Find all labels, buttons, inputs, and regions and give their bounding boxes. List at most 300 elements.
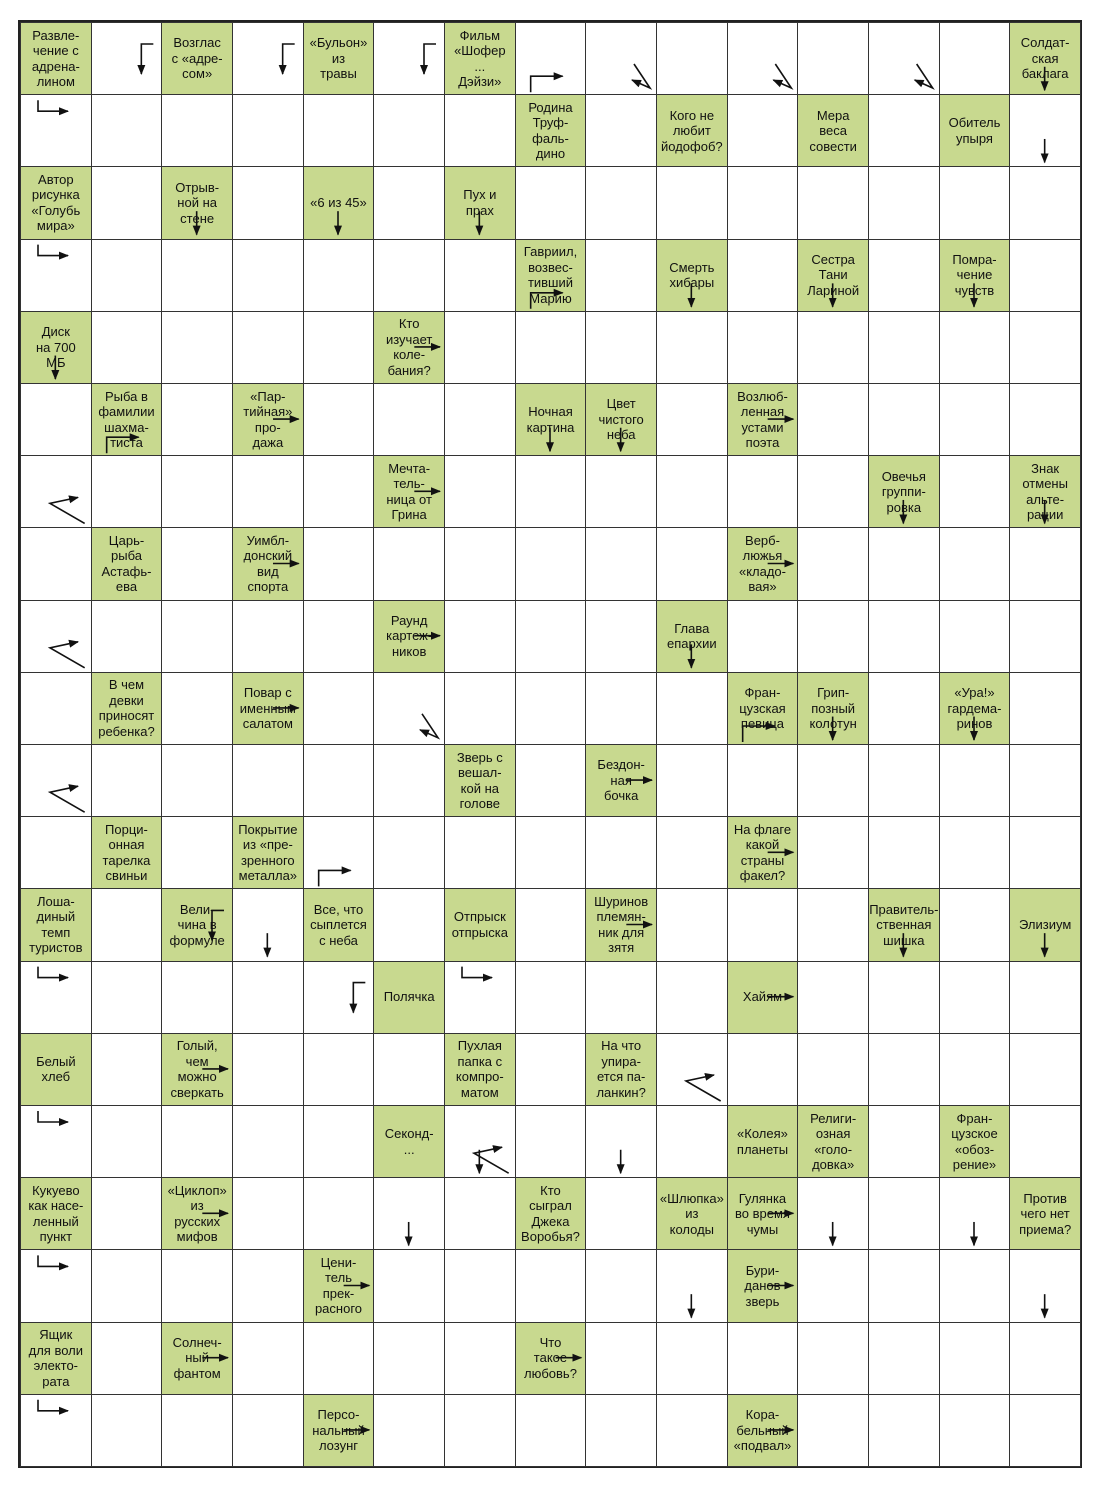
- answer-cell[interactable]: [20, 816, 92, 889]
- answer-cell[interactable]: [515, 1033, 587, 1106]
- answer-cell[interactable]: [303, 1177, 375, 1250]
- answer-cell[interactable]: [161, 311, 233, 384]
- answer-cell[interactable]: [1009, 311, 1081, 384]
- answer-cell[interactable]: [444, 816, 516, 889]
- answer-cell[interactable]: [161, 455, 233, 528]
- answer-cell[interactable]: [373, 1177, 445, 1250]
- answer-cell[interactable]: [797, 22, 869, 95]
- answer-cell[interactable]: [1009, 1249, 1081, 1322]
- clue-cell: [797, 239, 869, 312]
- answer-cell[interactable]: [20, 1249, 92, 1322]
- answer-cell[interactable]: [232, 1033, 304, 1106]
- answer-cell[interactable]: [303, 600, 375, 673]
- answer-cell[interactable]: [161, 383, 233, 456]
- answer-cell[interactable]: [232, 94, 304, 167]
- clue-text: «Пар- тийная» про- дажа: [243, 388, 293, 451]
- answer-cell[interactable]: [232, 744, 304, 817]
- answer-cell[interactable]: [20, 672, 92, 745]
- answer-cell[interactable]: [91, 1105, 163, 1178]
- answer-cell[interactable]: [939, 22, 1011, 95]
- answer-cell[interactable]: [161, 1105, 233, 1178]
- answer-cell[interactable]: [303, 961, 375, 1034]
- answer-cell[interactable]: [656, 1033, 728, 1106]
- answer-cell[interactable]: [797, 1177, 869, 1250]
- answer-cell[interactable]: [797, 1033, 869, 1106]
- answer-cell[interactable]: [727, 455, 799, 528]
- answer-cell[interactable]: [303, 527, 375, 600]
- answer-cell[interactable]: [656, 888, 728, 961]
- clue-text: Автор рисунка «Голубь мира»: [31, 171, 81, 234]
- answer-cell[interactable]: [585, 816, 657, 889]
- answer-cell[interactable]: [868, 311, 940, 384]
- answer-cell[interactable]: [1009, 1394, 1081, 1467]
- answer-cell[interactable]: [939, 311, 1011, 384]
- answer-cell[interactable]: [91, 600, 163, 673]
- answer-cell[interactable]: [1009, 1033, 1081, 1106]
- answer-cell[interactable]: [1009, 672, 1081, 745]
- answer-cell[interactable]: [20, 527, 92, 600]
- answer-cell[interactable]: [161, 239, 233, 312]
- answer-cell[interactable]: [232, 1177, 304, 1250]
- answer-cell[interactable]: [373, 22, 445, 95]
- answer-cell[interactable]: [656, 1249, 728, 1322]
- answer-cell[interactable]: [939, 1177, 1011, 1250]
- answer-cell[interactable]: [727, 1033, 799, 1106]
- clue-text: Фран- цузская певица: [739, 685, 786, 732]
- answer-cell[interactable]: [373, 166, 445, 239]
- clue-cell: [20, 166, 92, 239]
- answer-cell[interactable]: [444, 1322, 516, 1395]
- answer-cell[interactable]: [373, 1033, 445, 1106]
- answer-cell[interactable]: [515, 816, 587, 889]
- clue-text: Белый хлеб: [36, 1053, 76, 1085]
- answer-cell[interactable]: [656, 22, 728, 95]
- answer-cell[interactable]: [373, 383, 445, 456]
- answer-cell[interactable]: [1009, 1322, 1081, 1395]
- answer-cell[interactable]: [91, 1249, 163, 1322]
- answer-cell[interactable]: [303, 94, 375, 167]
- clue-text: Цени- тель прек- расного: [314, 1254, 363, 1317]
- answer-cell[interactable]: [232, 1394, 304, 1467]
- clue-cell: [444, 166, 516, 239]
- clue-text: Шуринов племян- ник для зятя: [594, 893, 649, 956]
- answer-cell[interactable]: [373, 816, 445, 889]
- answer-cell[interactable]: [444, 311, 516, 384]
- answer-cell[interactable]: [868, 1177, 940, 1250]
- answer-cell[interactable]: [515, 744, 587, 817]
- clue-text: Покрытие из «пре- зренного металла»: [238, 821, 298, 884]
- answer-cell[interactable]: [585, 600, 657, 673]
- clue-text: Мера веса совести: [809, 107, 857, 154]
- clue-text: Отрыв- ной на стене: [175, 179, 220, 226]
- answer-cell[interactable]: [868, 94, 940, 167]
- answer-cell[interactable]: [939, 744, 1011, 817]
- answer-cell[interactable]: [939, 1322, 1011, 1395]
- clue-text: Фильм «Шофер ... Дэйзи»: [454, 27, 506, 90]
- clue-cell: [161, 1177, 233, 1250]
- clue-cell: [656, 600, 728, 673]
- answer-cell[interactable]: [797, 600, 869, 673]
- answer-cell[interactable]: [939, 888, 1011, 961]
- answer-cell[interactable]: [939, 166, 1011, 239]
- answer-cell[interactable]: [797, 1394, 869, 1467]
- answer-cell[interactable]: [91, 1033, 163, 1106]
- answer-cell[interactable]: [373, 1249, 445, 1322]
- clue-text: Бездон- ная бочка: [597, 757, 645, 804]
- answer-cell[interactable]: [585, 1105, 657, 1178]
- answer-cell[interactable]: [515, 888, 587, 961]
- clue-text: Обитель упыря: [948, 115, 1001, 146]
- answer-cell[interactable]: [1009, 1105, 1081, 1178]
- answer-cell[interactable]: [656, 311, 728, 384]
- clue-cell: [20, 1322, 92, 1395]
- answer-cell[interactable]: [444, 672, 516, 745]
- answer-cell[interactable]: [303, 816, 375, 889]
- answer-cell[interactable]: [303, 455, 375, 528]
- answer-cell[interactable]: [303, 1322, 375, 1395]
- answer-cell[interactable]: [585, 455, 657, 528]
- clue-text: Ночная картина: [526, 404, 575, 435]
- answer-cell[interactable]: [91, 961, 163, 1034]
- answer-cell[interactable]: [161, 744, 233, 817]
- answer-cell[interactable]: [585, 1249, 657, 1322]
- answer-cell[interactable]: [161, 1394, 233, 1467]
- answer-cell[interactable]: [20, 1394, 92, 1467]
- clue-cell: [939, 239, 1011, 312]
- clue-cell: [373, 961, 445, 1034]
- answer-cell[interactable]: [585, 22, 657, 95]
- clue-cell: [373, 600, 445, 673]
- answer-cell[interactable]: [515, 22, 587, 95]
- answer-cell[interactable]: [444, 961, 516, 1034]
- clue-cell: [585, 1033, 657, 1106]
- answer-cell[interactable]: [868, 1105, 940, 1178]
- answer-cell[interactable]: [444, 1105, 516, 1178]
- answer-cell[interactable]: [939, 527, 1011, 600]
- clue-cell: [797, 94, 869, 167]
- answer-cell[interactable]: [91, 888, 163, 961]
- answer-cell[interactable]: [444, 600, 516, 673]
- answer-cell[interactable]: [232, 1249, 304, 1322]
- clue-text: «Колея» планеты: [736, 1126, 789, 1157]
- clue-cell: [515, 1322, 587, 1395]
- answer-cell[interactable]: [161, 94, 233, 167]
- answer-cell[interactable]: [91, 455, 163, 528]
- clue-text: Кто сыграл Джека Воробья?: [521, 1182, 580, 1245]
- answer-cell[interactable]: [91, 239, 163, 312]
- answer-cell[interactable]: [232, 1105, 304, 1178]
- answer-cell[interactable]: [303, 383, 375, 456]
- answer-cell[interactable]: [515, 1249, 587, 1322]
- answer-cell[interactable]: [868, 1322, 940, 1395]
- answer-cell[interactable]: [656, 455, 728, 528]
- answer-cell[interactable]: [939, 455, 1011, 528]
- clue-cell: [727, 672, 799, 745]
- answer-cell[interactable]: [1009, 166, 1081, 239]
- answer-cell[interactable]: [797, 1249, 869, 1322]
- answer-cell[interactable]: [515, 1105, 587, 1178]
- answer-cell[interactable]: [20, 961, 92, 1034]
- answer-cell[interactable]: [797, 1322, 869, 1395]
- answer-cell[interactable]: [656, 1105, 728, 1178]
- clue-cell: [20, 22, 92, 95]
- answer-cell[interactable]: [91, 1322, 163, 1395]
- answer-cell[interactable]: [303, 744, 375, 817]
- answer-cell[interactable]: [303, 1105, 375, 1178]
- clue-text: «Бульон» из травы: [309, 35, 368, 82]
- clue-cell: [20, 1033, 92, 1106]
- answer-cell[interactable]: [656, 383, 728, 456]
- answer-cell[interactable]: [303, 239, 375, 312]
- answer-cell[interactable]: [868, 166, 940, 239]
- answer-cell[interactable]: [656, 961, 728, 1034]
- clue-text: «6 из 45»: [310, 195, 367, 211]
- answer-cell[interactable]: [656, 672, 728, 745]
- answer-cell[interactable]: [868, 527, 940, 600]
- answer-cell[interactable]: [797, 961, 869, 1034]
- answer-cell[interactable]: [939, 1394, 1011, 1467]
- clue-cell: [161, 888, 233, 961]
- crossword-board: [18, 20, 1082, 1468]
- answer-cell[interactable]: [20, 94, 92, 167]
- answer-cell[interactable]: [868, 672, 940, 745]
- clue-text: Помра- чение чувств: [952, 251, 997, 298]
- answer-cell[interactable]: [797, 166, 869, 239]
- clue-cell: [727, 1105, 799, 1178]
- answer-cell[interactable]: [1009, 527, 1081, 600]
- clue-cell: [303, 22, 375, 95]
- clue-cell: [656, 94, 728, 167]
- answer-cell[interactable]: [939, 1033, 1011, 1106]
- answer-cell[interactable]: [444, 94, 516, 167]
- answer-cell[interactable]: [727, 744, 799, 817]
- answer-cell[interactable]: [515, 527, 587, 600]
- answer-cell[interactable]: [373, 1322, 445, 1395]
- answer-cell[interactable]: [515, 455, 587, 528]
- answer-cell[interactable]: [868, 1249, 940, 1322]
- clue-text: Рыба в фамилии шахма- тиста: [98, 388, 155, 451]
- clue-text: Религи- озная «голо- довка»: [810, 1110, 857, 1173]
- clue-cell: [939, 672, 1011, 745]
- answer-cell[interactable]: [868, 816, 940, 889]
- answer-cell[interactable]: [656, 166, 728, 239]
- answer-cell[interactable]: [232, 22, 304, 95]
- answer-cell[interactable]: [515, 961, 587, 1034]
- answer-cell[interactable]: [939, 383, 1011, 456]
- clue-cell: [1009, 22, 1081, 95]
- answer-cell[interactable]: [656, 744, 728, 817]
- answer-cell[interactable]: [444, 527, 516, 600]
- answer-cell[interactable]: [20, 600, 92, 673]
- answer-cell[interactable]: [232, 1322, 304, 1395]
- answer-cell[interactable]: [232, 888, 304, 961]
- clue-cell: [20, 1177, 92, 1250]
- answer-cell[interactable]: [161, 672, 233, 745]
- clue-cell: [303, 1394, 375, 1467]
- answer-cell[interactable]: [727, 311, 799, 384]
- answer-cell[interactable]: [1009, 383, 1081, 456]
- clue-text: Мечта- тель- ница от Грина: [386, 460, 432, 523]
- answer-cell[interactable]: [515, 311, 587, 384]
- answer-cell[interactable]: [585, 1177, 657, 1250]
- answer-cell[interactable]: [939, 1249, 1011, 1322]
- answer-cell[interactable]: [232, 166, 304, 239]
- answer-cell[interactable]: [232, 311, 304, 384]
- clue-cell: [303, 888, 375, 961]
- answer-cell[interactable]: [232, 961, 304, 1034]
- answer-cell[interactable]: [515, 672, 587, 745]
- clue-text: Персо- нальный лозунг: [312, 1407, 365, 1454]
- answer-cell[interactable]: [727, 1322, 799, 1395]
- clue-cell: [444, 744, 516, 817]
- answer-cell[interactable]: [868, 1394, 940, 1467]
- clue-text: Отпрыск отпрыска: [451, 909, 508, 940]
- clue-cell: [797, 1105, 869, 1178]
- answer-cell[interactable]: [444, 1394, 516, 1467]
- answer-cell[interactable]: [656, 1394, 728, 1467]
- answer-cell[interactable]: [373, 744, 445, 817]
- clue-text: Гулянка во время чумы: [735, 1190, 790, 1237]
- clue-cell: [373, 455, 445, 528]
- answer-cell[interactable]: [444, 383, 516, 456]
- clue-cell: [1009, 888, 1081, 961]
- answer-cell[interactable]: [20, 455, 92, 528]
- clue-cell: [1009, 455, 1081, 528]
- answer-cell[interactable]: [91, 1177, 163, 1250]
- answer-cell[interactable]: [868, 22, 940, 95]
- answer-cell[interactable]: [373, 239, 445, 312]
- answer-cell[interactable]: [868, 1033, 940, 1106]
- clue-text: «Ура!» гардема- ринов: [947, 685, 1002, 732]
- answer-cell[interactable]: [1009, 239, 1081, 312]
- clue-cell: [515, 239, 587, 312]
- answer-cell[interactable]: [232, 455, 304, 528]
- answer-cell[interactable]: [1009, 961, 1081, 1034]
- answer-cell[interactable]: [585, 94, 657, 167]
- answer-cell[interactable]: [515, 600, 587, 673]
- answer-cell[interactable]: [373, 888, 445, 961]
- clue-text: Голый, чем можно сверкать: [170, 1038, 224, 1100]
- clue-text: Ящик для воли электо- рата: [28, 1327, 84, 1389]
- answer-cell[interactable]: [20, 239, 92, 312]
- answer-cell[interactable]: [656, 816, 728, 889]
- answer-cell[interactable]: [868, 961, 940, 1034]
- answer-cell[interactable]: [91, 1394, 163, 1467]
- answer-cell[interactable]: [868, 744, 940, 817]
- answer-cell[interactable]: [727, 22, 799, 95]
- answer-cell[interactable]: [161, 816, 233, 889]
- answer-cell[interactable]: [656, 527, 728, 600]
- clue-cell: [727, 1177, 799, 1250]
- answer-cell[interactable]: [797, 455, 869, 528]
- answer-cell[interactable]: [373, 1394, 445, 1467]
- answer-cell[interactable]: [939, 961, 1011, 1034]
- answer-cell[interactable]: [585, 239, 657, 312]
- answer-cell[interactable]: [373, 94, 445, 167]
- answer-cell[interactable]: [1009, 600, 1081, 673]
- answer-cell[interactable]: [656, 1322, 728, 1395]
- clue-text: Родина Труф- фаль- дино: [528, 99, 573, 162]
- answer-cell[interactable]: [91, 311, 163, 384]
- clue-cell: [444, 22, 516, 95]
- answer-cell[interactable]: [91, 744, 163, 817]
- answer-cell[interactable]: [373, 527, 445, 600]
- answer-cell[interactable]: [20, 744, 92, 817]
- answer-cell[interactable]: [444, 1249, 516, 1322]
- answer-cell[interactable]: [1009, 816, 1081, 889]
- answer-cell[interactable]: [797, 816, 869, 889]
- clue-cell: [515, 94, 587, 167]
- answer-cell[interactable]: [515, 1394, 587, 1467]
- clue-text: Полячка: [383, 989, 435, 1005]
- answer-cell[interactable]: [444, 455, 516, 528]
- answer-cell[interactable]: [303, 311, 375, 384]
- answer-cell[interactable]: [232, 239, 304, 312]
- answer-cell[interactable]: [727, 239, 799, 312]
- answer-cell[interactable]: [515, 166, 587, 239]
- answer-cell[interactable]: [20, 383, 92, 456]
- clue-text: Зверь с вешал- кой на голове: [456, 749, 503, 812]
- answer-cell[interactable]: [303, 1033, 375, 1106]
- answer-cell[interactable]: [1009, 744, 1081, 817]
- answer-cell[interactable]: [585, 672, 657, 745]
- answer-cell[interactable]: [727, 94, 799, 167]
- answer-cell[interactable]: [585, 311, 657, 384]
- answer-cell[interactable]: [444, 1177, 516, 1250]
- answer-cell[interactable]: [585, 1322, 657, 1395]
- answer-cell[interactable]: [303, 672, 375, 745]
- answer-cell[interactable]: [1009, 94, 1081, 167]
- answer-cell[interactable]: [373, 672, 445, 745]
- clue-text: В чем девки приносят ребенка?: [98, 677, 155, 739]
- answer-cell[interactable]: [727, 888, 799, 961]
- answer-cell[interactable]: [585, 961, 657, 1034]
- clue-text: Диск на 700 МБ: [35, 324, 76, 371]
- answer-cell[interactable]: [161, 527, 233, 600]
- answer-cell[interactable]: [161, 961, 233, 1034]
- clue-cell: [727, 961, 799, 1034]
- answer-cell[interactable]: [939, 600, 1011, 673]
- answer-cell[interactable]: [939, 816, 1011, 889]
- answer-cell[interactable]: [91, 166, 163, 239]
- clue-cell: [91, 672, 163, 745]
- answer-cell[interactable]: [868, 239, 940, 312]
- answer-cell[interactable]: [868, 600, 940, 673]
- answer-cell[interactable]: [797, 888, 869, 961]
- answer-cell[interactable]: [868, 383, 940, 456]
- answer-cell[interactable]: [727, 166, 799, 239]
- clue-text: Грип- позный колотун: [809, 685, 857, 732]
- answer-cell[interactable]: [91, 94, 163, 167]
- answer-cell[interactable]: [797, 744, 869, 817]
- answer-cell[interactable]: [161, 1249, 233, 1322]
- answer-cell[interactable]: [585, 1394, 657, 1467]
- answer-cell[interactable]: [20, 1105, 92, 1178]
- answer-cell[interactable]: [585, 166, 657, 239]
- answer-cell[interactable]: [797, 383, 869, 456]
- answer-cell[interactable]: [797, 311, 869, 384]
- answer-cell[interactable]: [797, 527, 869, 600]
- answer-cell[interactable]: [91, 22, 163, 95]
- answer-cell[interactable]: [585, 527, 657, 600]
- answer-cell[interactable]: [161, 600, 233, 673]
- clue-cell: [232, 383, 304, 456]
- clue-cell: [656, 1177, 728, 1250]
- answer-cell[interactable]: [727, 600, 799, 673]
- answer-cell[interactable]: [444, 239, 516, 312]
- clue-cell: [161, 22, 233, 95]
- answer-cell[interactable]: [232, 600, 304, 673]
